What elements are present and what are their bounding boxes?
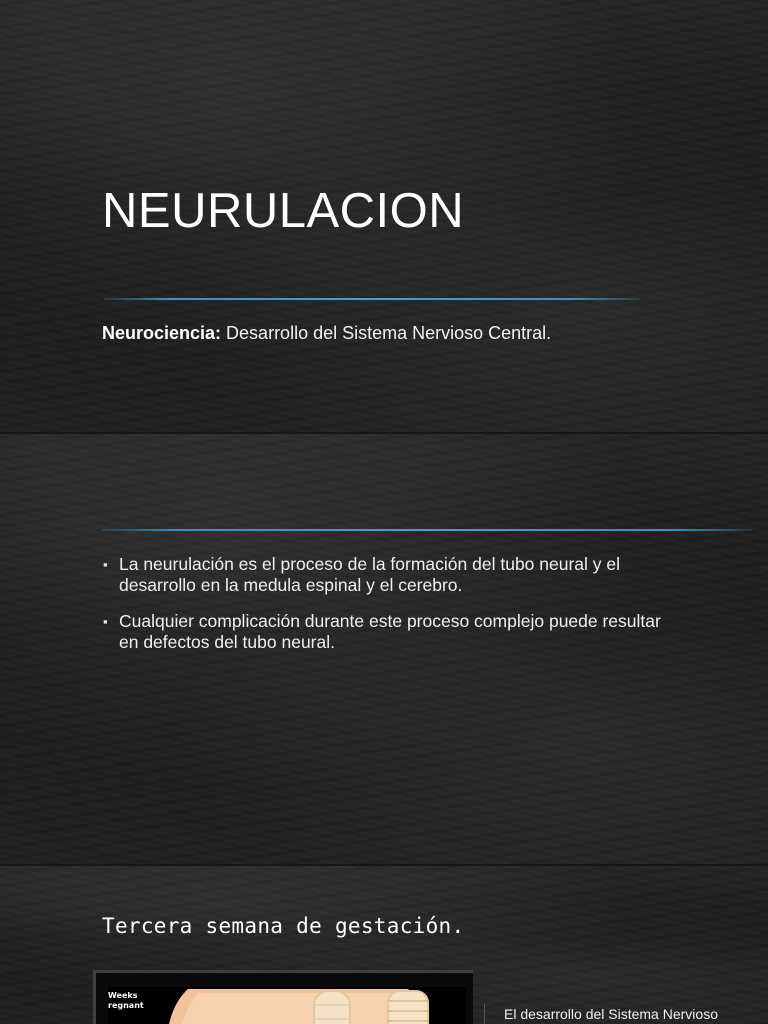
subtitle-bold-label: Neurociencia: — [102, 323, 222, 343]
bullet-text: La neurulación es el proceso de la formación del tubo neural y el desarrollo en la medula espinal y el cerebro. — [119, 554, 621, 595]
content-divider — [102, 529, 752, 531]
bullet-item — [102, 611, 662, 653]
slide-subtitle — [102, 323, 551, 344]
title-divider — [104, 298, 640, 300]
slide-week3-heading: Tercera semana de gestación. — [102, 914, 465, 938]
embryo-illustration — [108, 987, 466, 1024]
slide-title — [0, 0, 768, 432]
slide-content — [0, 434, 768, 864]
caption-divider — [484, 1004, 485, 1024]
embryo-image — [108, 987, 466, 1024]
embryo-image-frame — [93, 970, 473, 1024]
subtitle-text: Desarrollo del Sistema Nervioso Central. — [221, 323, 552, 343]
weeks-label: Weeks regnant — [108, 991, 144, 1010]
bullet-text: Cualquier complicación durante este proceso complejo puede resultar en defectos del tubo neural. — [119, 611, 661, 652]
slide-week3 — [0, 866, 768, 1024]
caption-text: El desarrollo del Sistema Nervioso — [504, 1006, 718, 1022]
bullet-marker-icon: ▪ — [103, 557, 108, 572]
bullet-item — [102, 554, 662, 596]
bullet-list — [102, 554, 662, 668]
slide-title-heading: NEURULACION — [102, 184, 465, 238]
bullet-marker-icon: ▪ — [103, 614, 108, 629]
